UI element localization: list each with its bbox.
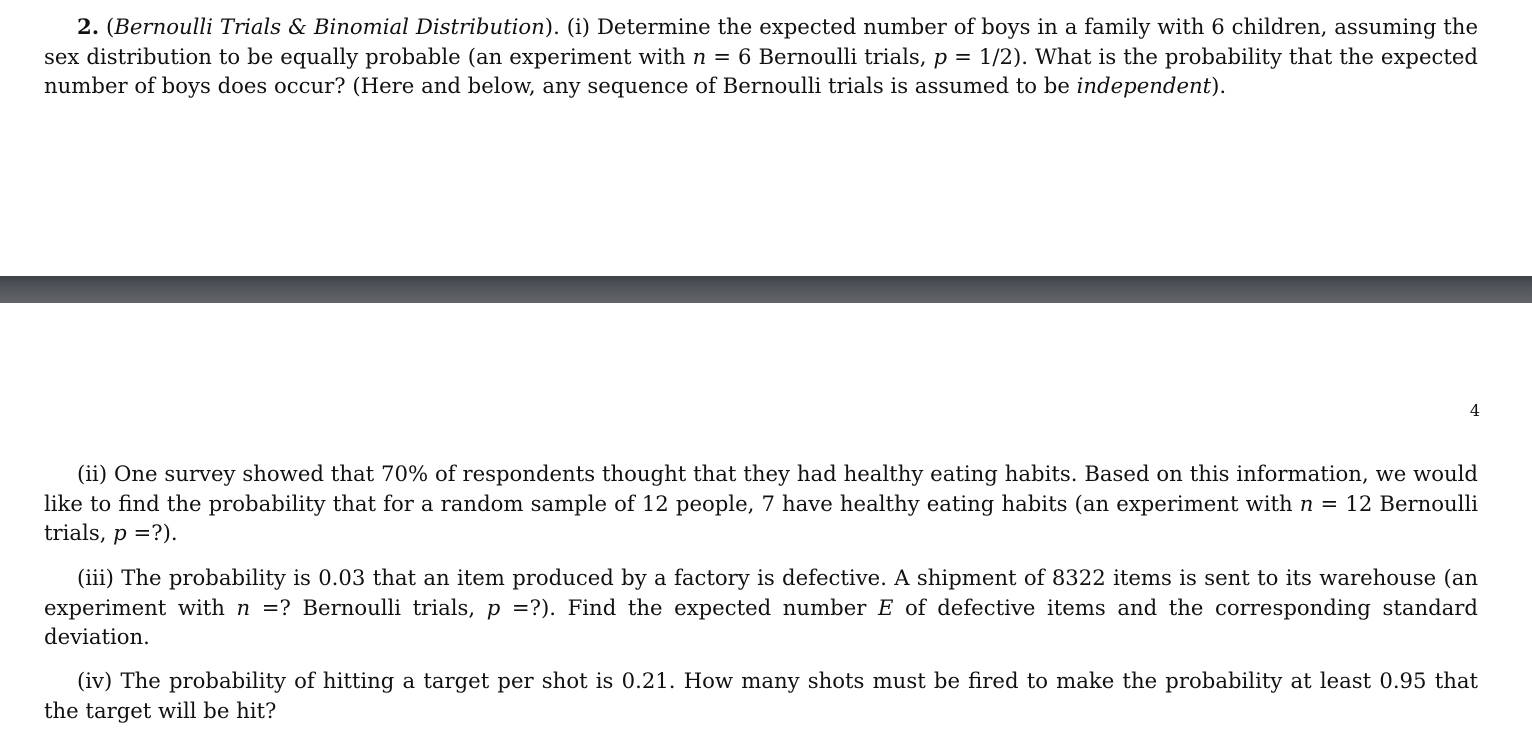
math-variable-p: p <box>486 594 501 620</box>
page-number: 4 <box>1469 401 1480 420</box>
part-ii-paragraph <box>44 459 1478 548</box>
text-segment: (iv) The probability of hitting a target per shot is 0.21. How many shots must be fired to make the probability at least 0.95 that the target will be hit? <box>44 668 1478 723</box>
text-segment: ). <box>1211 73 1227 98</box>
text-segment: of defective items and the corresponding standard deviation. <box>44 594 1478 649</box>
emphasis-independent: independent <box>1076 73 1212 98</box>
problem-2-paragraph <box>44 12 1478 101</box>
text-segment: ( <box>99 14 115 39</box>
math-variable-n: n <box>236 594 251 620</box>
math-variable-p: p <box>933 43 948 69</box>
text-segment: = 1/2). What is the probability that the expected number of boys does occur? (Here and below, any sequence of Bernoulli trials is assumed to be <box>44 43 1478 98</box>
text-segment: (ii) One survey showed that 70% of respondents thought that they had healthy eating habits. Based on this information, we would like to find the probability that for a random sample of 12 people, 7 have healthy eating habits (an experiment with <box>44 461 1478 516</box>
text-segment: =? Bernoulli trials, <box>250 594 487 620</box>
text-segment: = 12 Bernoulli trials, <box>44 490 1479 545</box>
text-segment: (iii) The probability is 0.03 that an item produced by a factory is defective. A shipment of 8322 items is sent to its warehouse (an experiment with <box>44 565 1478 620</box>
page-separator <box>0 276 1532 303</box>
math-variable-n: n <box>1299 490 1314 516</box>
problem-number: 2. <box>77 14 100 39</box>
text-segment: ). (i) Determine the expected number of boys in a family with 6 children, assuming the sex distribution to be equally probable (an experiment with <box>44 14 1478 69</box>
problem-title: Bernoulli Trials & Binomial Distribution <box>114 14 545 39</box>
part-iv-paragraph <box>44 666 1478 725</box>
text-segment: =?). <box>126 520 178 545</box>
math-variable-e: E <box>877 594 894 620</box>
text-segment: =?). Find the expected number <box>500 594 878 620</box>
part-iii-paragraph <box>44 563 1478 652</box>
text-segment: = 6 Bernoulli trials, <box>706 43 934 69</box>
pdf-page-top <box>0 0 1532 276</box>
math-variable-p: p <box>113 520 127 545</box>
math-variable-n: n <box>692 43 707 69</box>
